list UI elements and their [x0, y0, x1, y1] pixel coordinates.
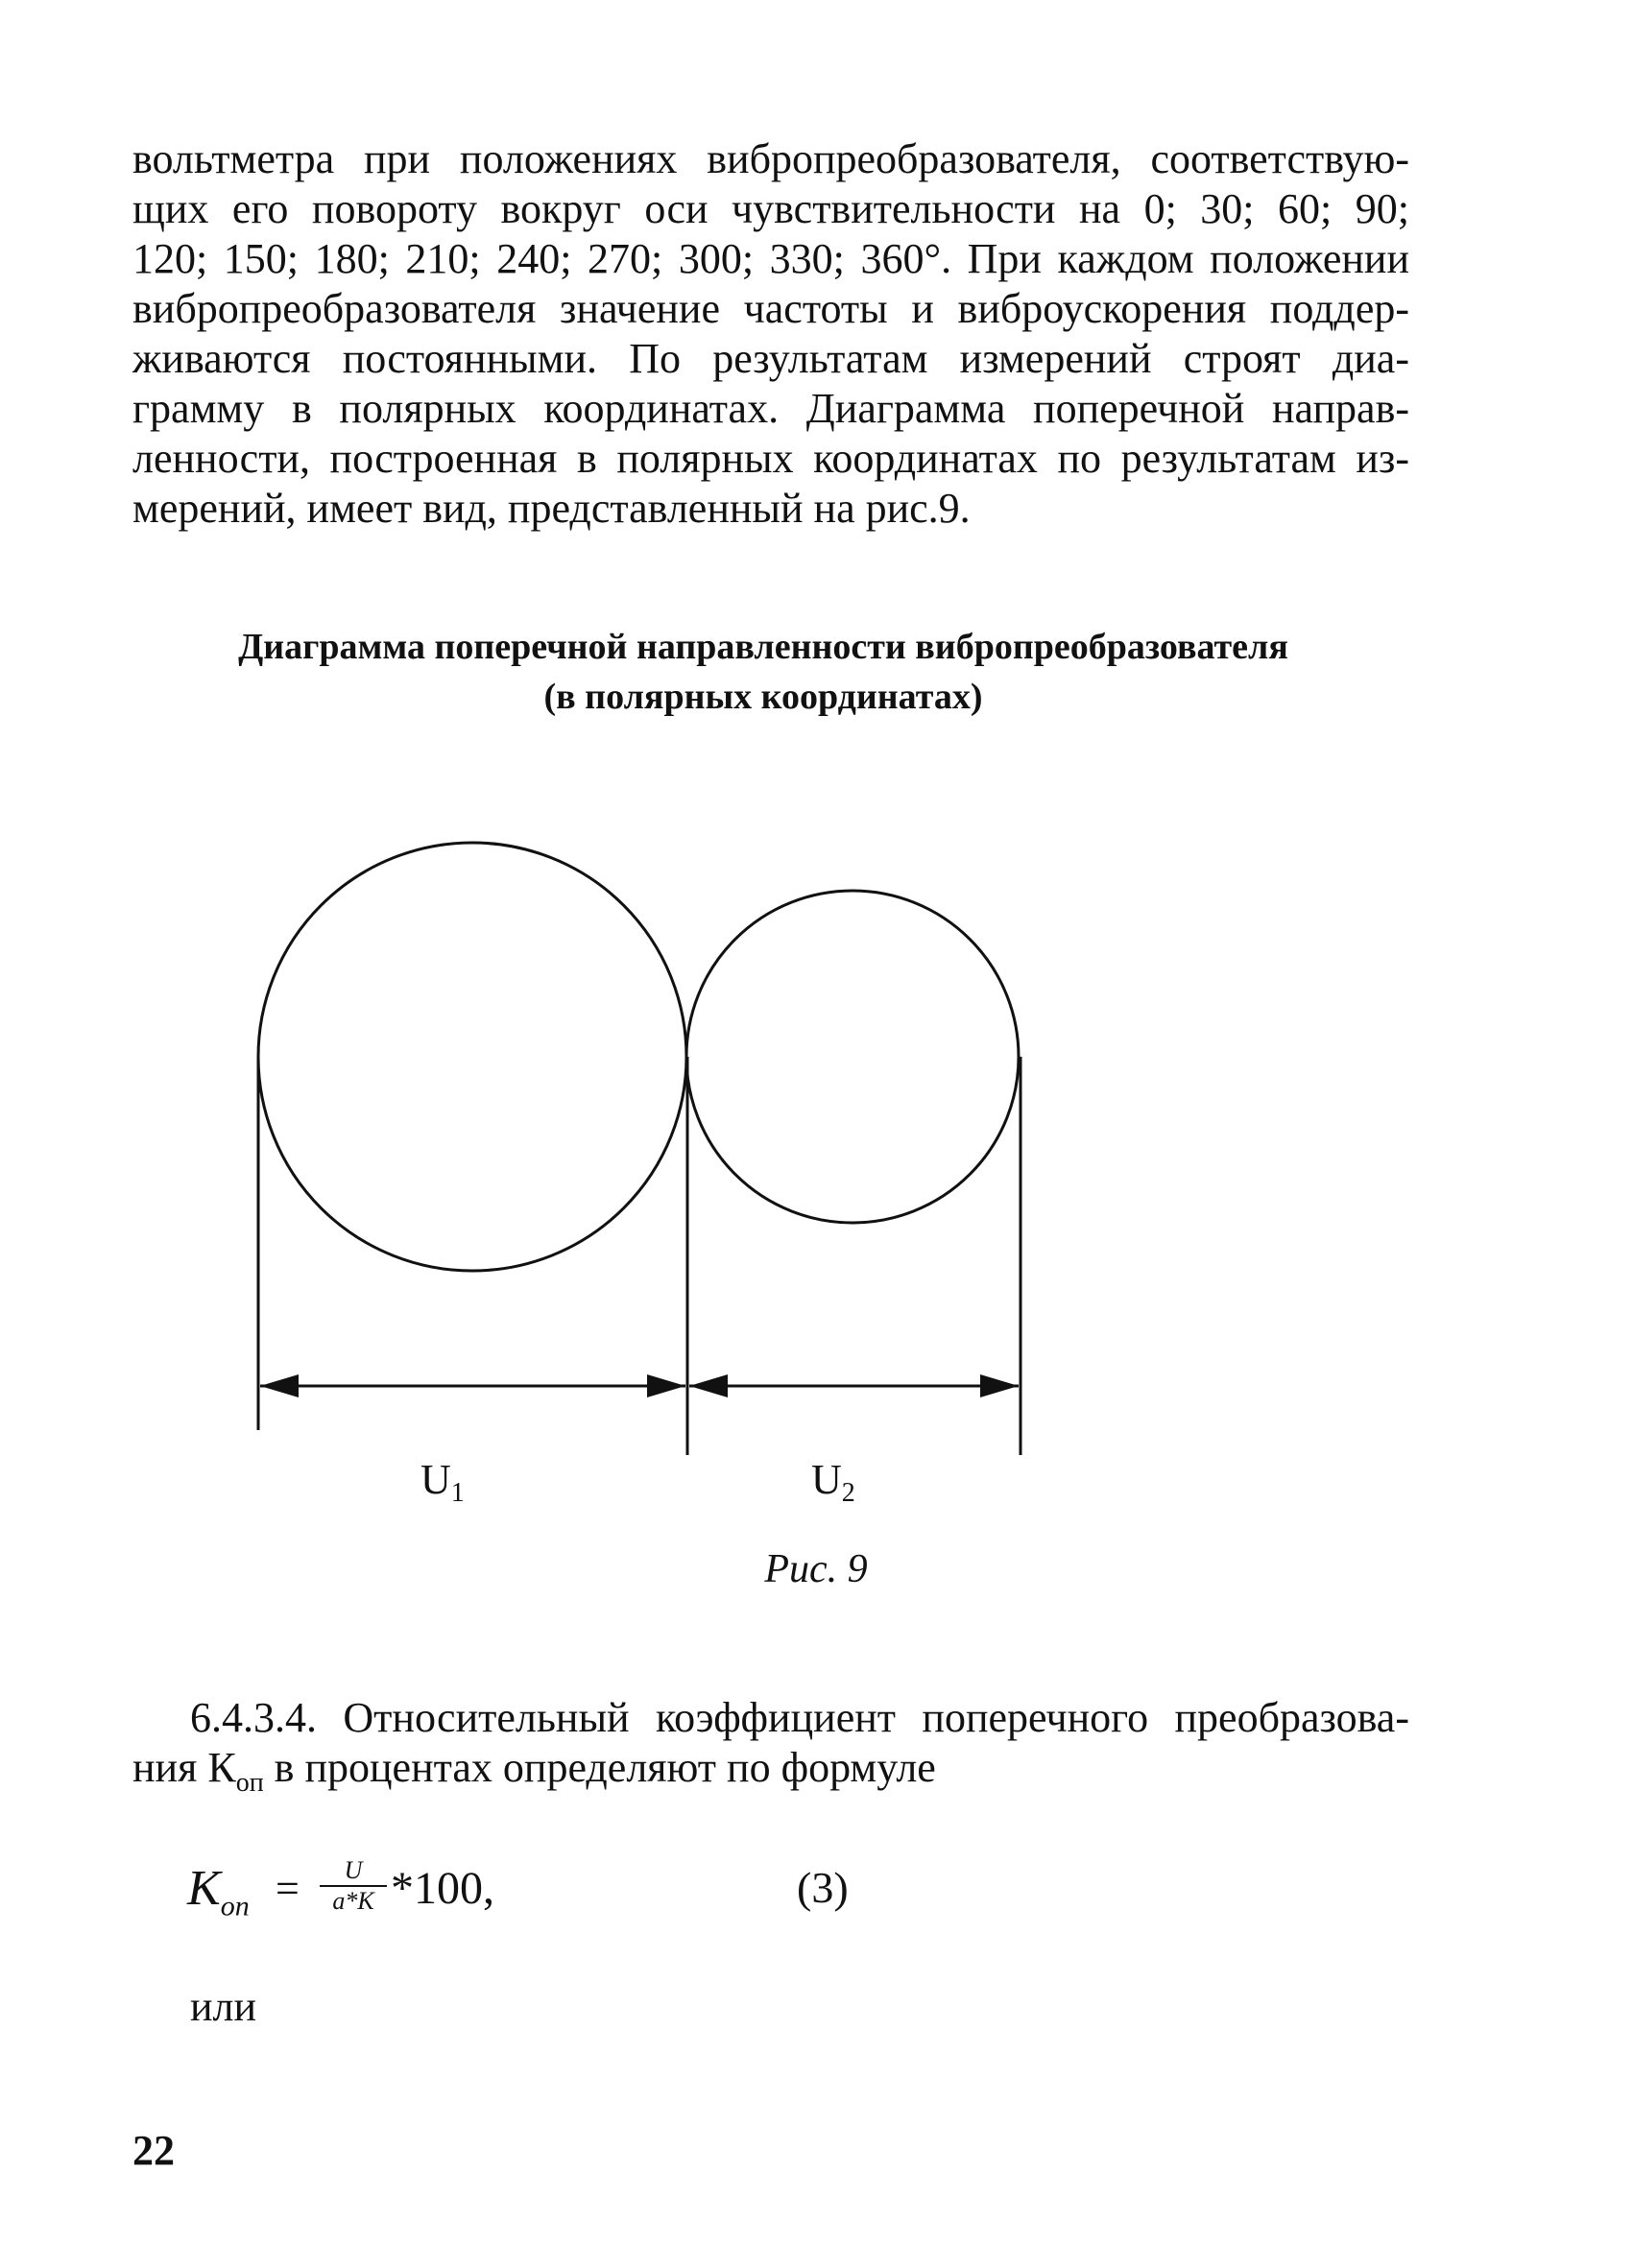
intro-line-3: 120; 150; 180; 210; 240; 270; 300; 330; 360°. При каждом положении: [132, 235, 1409, 282]
formula-intro-line-2-post: в процентах определяют по формуле: [263, 1744, 936, 1791]
figure-caption: Рис. 9: [764, 1547, 868, 1591]
formula-fraction: [320, 1856, 387, 1916]
label-u2: [811, 1456, 855, 1508]
label-u1-sub: 1: [450, 1478, 465, 1508]
intro-line-2: щих его повороту вокруг оси чувствительности на 0; 30; 60; 90;: [132, 185, 1409, 232]
formula-intro-line-1: 6.4.3.4. Относительный коэффициент поперечного преобразова-: [190, 1694, 1409, 1741]
formula-intro-line-2-pre: ния К: [132, 1744, 236, 1791]
formula-equals: =: [276, 1865, 300, 1912]
figure-title-line-2: (в полярных координатах): [543, 677, 983, 717]
formula-numerator: U: [320, 1856, 387, 1887]
formula-3: [187, 1843, 898, 1929]
formula-intro-line-2: [132, 1743, 1409, 1808]
formula-lhs-sub: оп: [220, 1890, 250, 1922]
label-u1-main: U: [420, 1456, 451, 1503]
formula-denominator: a*K: [332, 1887, 374, 1915]
formula-number: (3): [797, 1863, 849, 1912]
figure-title-line-1: Диаграмма поперечной направленности вибропреобразователя: [238, 627, 1288, 667]
lobe-small-circle: [686, 891, 1019, 1223]
formula-lhs: [187, 1860, 250, 1922]
formula-intro-line-2-sub: оп: [235, 1767, 264, 1798]
label-u2-sub: 2: [841, 1478, 855, 1508]
page-number: 22: [132, 2127, 175, 2174]
intro-line-5: живаются постоянными. По результатам измерений строят диа-: [132, 335, 1409, 382]
intro-line-6: грамму в полярных координатах. Диаграмма поперечной направ-: [132, 385, 1409, 432]
formula-lhs-symbol: K: [187, 1861, 221, 1916]
label-u2-main: U: [811, 1456, 842, 1503]
intro-line-4: вибропреобразователя значение частоты и виброускорения поддер-: [132, 285, 1409, 332]
intro-line-7: ленности, построенная в полярных координатах по результатам из-: [132, 435, 1409, 482]
formula-intro-paragraph: [132, 1693, 1409, 1808]
intro-line-1: вольтметра при положениях вибропреобразователя, соответствую-: [132, 135, 1409, 182]
label-u1: [420, 1456, 465, 1508]
formula-multiplier: *100,: [391, 1863, 494, 1914]
intro-line-8: мерений, имеет вид, представленный на рис.9.: [132, 485, 971, 532]
lobe-large-circle: [258, 843, 686, 1271]
or-text: или: [190, 1983, 257, 2030]
